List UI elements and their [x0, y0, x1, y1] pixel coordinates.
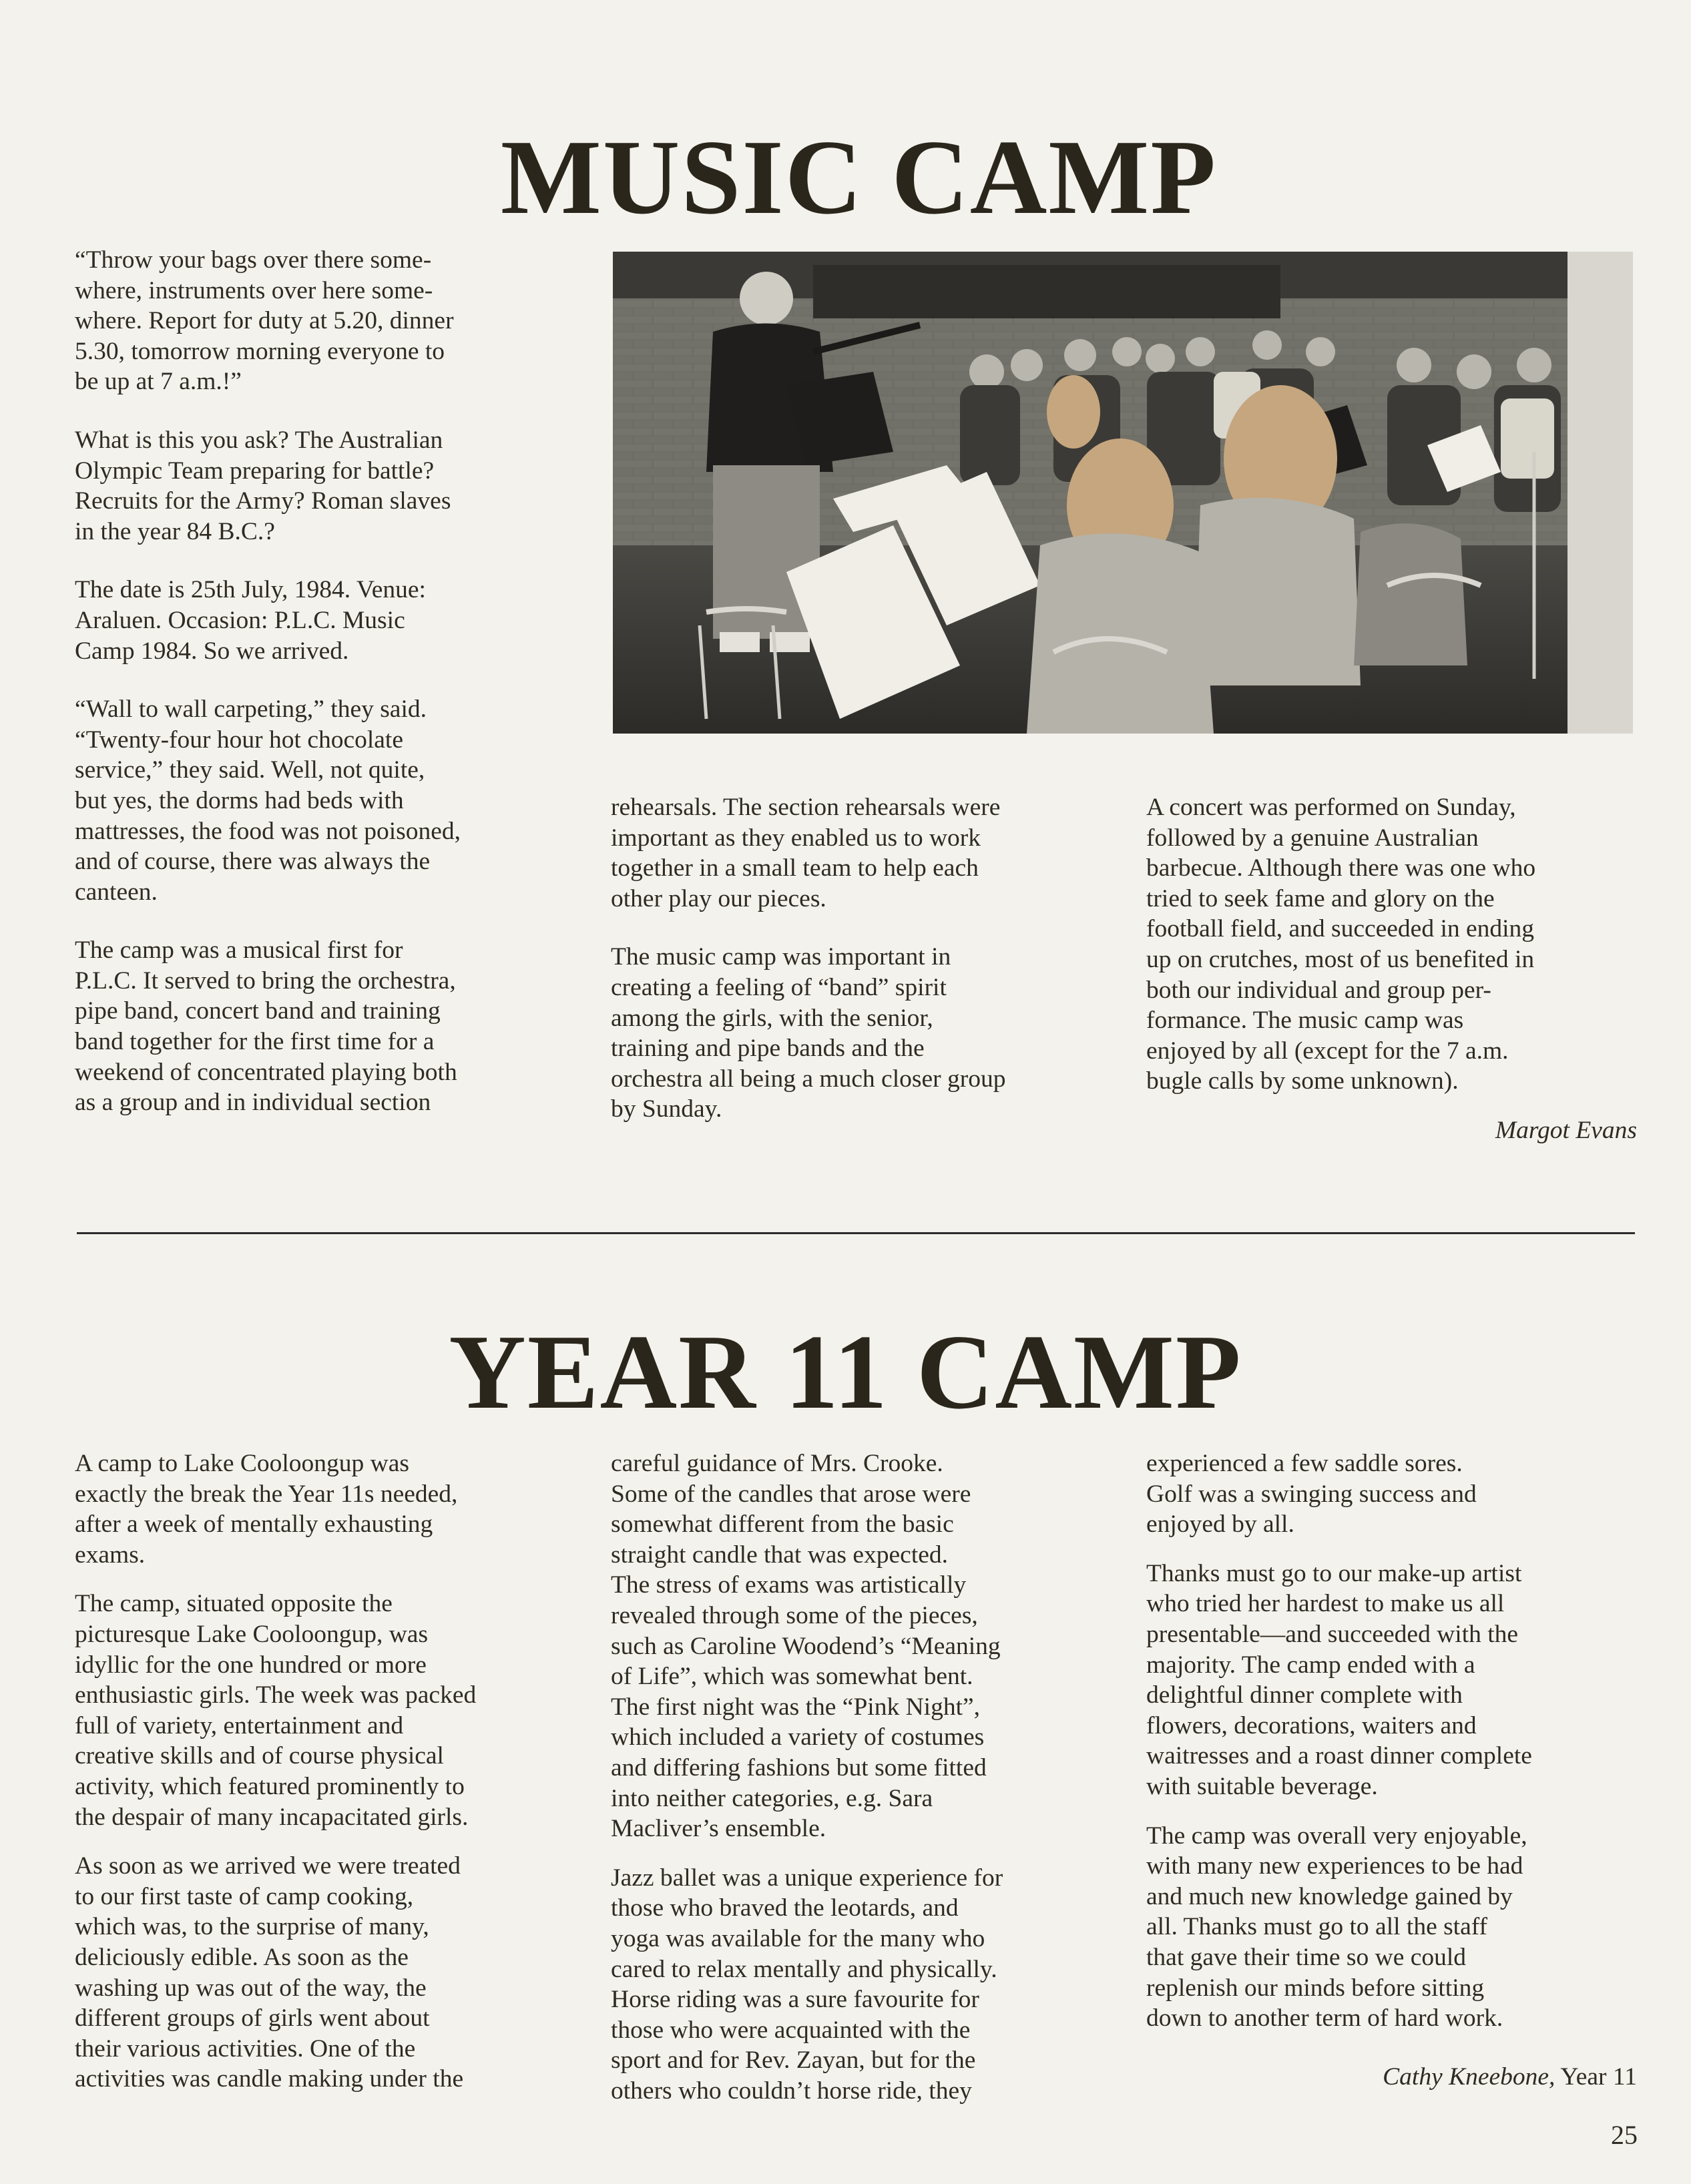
- paragraph: A concert was performed on Sunday, followed by a genuine Australian barbecue. Although there was one who tried to seek fame and glory on the football field, and succeeded in ending up on crutches, most of us benefited in both our individual and group per- formance. The music camp was enjoyed by all (except for the 7 a.m. bugle calls by some unknown).: [1146, 794, 1536, 1095]
- paragraph: “Throw your bags over there some- where, instruments over here some- where. Report for duty at 5.20, dinner 5.30, tomorrow morning everyone to be up at 7 a.m.!”: [75, 246, 454, 396]
- paragraph: rehearsals. The section rehearsals were important as they enabled us to work together in a small team to help each other play our pieces.: [611, 794, 1001, 912]
- paragraph: careful guidance of Mrs. Crooke. Some of the candles that arose were somewhat different from the basic straight candle that was expected. The stress of exams was artistically revealed through some of the pieces, such as Caroline Woodend’s “Meaning of Life”, which was somewhat bent. The first night was the “Pink Night”, which included a variety of costumes and differing fashions but some fitted into neither categories, e.g. Sara Macliver’s ensemble.: [611, 1450, 1001, 1843]
- year-11-column-2: [611, 1448, 1118, 2125]
- orchestra-rehearsal-photo: [613, 252, 1633, 734]
- paragraph: As soon as we arrived we were treated to our first taste of camp cooking, which was, to the surprise of many, deliciously edible. As soon as the washing up was out of the way, the different groups of girls went about their various activities. One of the activities was candle making under the: [75, 1852, 464, 2093]
- paragraph: The camp, situated opposite the picturesque Lake Cooloongup, was idyllic for the one hundred or more enthusiastic girls. The week was packed full of variety, entertainment and creative skills and of course physical activity, which featured prominently to the despair of many incapacitated girls.: [75, 1590, 477, 1831]
- paragraph: The date is 25th July, 1984. Venue: Araluen. Occasion: P.L.C. Music Camp 1984. So we arrived.: [75, 576, 426, 665]
- paragraph: “Wall to wall carpeting,” they said. “Twenty-four hour hot chocolate service,” they said. Well, not quite, but yes, the dorms had beds with mattresses, the food was not poisoned, and of course, there was always the canteen.: [75, 696, 461, 906]
- year-11-column-1: [75, 1448, 582, 2113]
- author-name: Cathy Kneebone,: [1383, 2063, 1555, 2091]
- year-11-camp-title: YEAR 11 CAMP: [449, 1312, 1242, 1431]
- paragraph: A camp to Lake Cooloongup was exactly the break the Year 11s needed, after a week of mentally exhausting exams.: [75, 1450, 458, 1569]
- music-camp-column-2: [611, 792, 1118, 1153]
- paragraph: experienced a few saddle sores. Golf was a swinging success and enjoyed by all.: [1146, 1450, 1477, 1539]
- year-11-column-3: [1146, 1448, 1637, 2120]
- author-signature: Margot Evans: [1495, 1116, 1637, 1144]
- paragraph: The music camp was important in creating a feeling of “band” spirit among the girls, with the senior, training and pipe bands and the orchestra all being a much closer group by Sunday.: [611, 943, 1006, 1123]
- author-year: Year 11: [1555, 2063, 1637, 2091]
- paragraph: Thanks must go to our make-up artist who tried her hardest to make us all presentable—and succeeded with the majority. The camp ended with a delightful dinner complete with flowers, decorations, waiters and waitresses and a roast dinner complete with suitable beverage.: [1146, 1559, 1532, 1800]
- paragraph: The camp was overall very enjoyable, with many new experiences to be had and much new knowledge gained by all. Thanks must go to all the staff that gave their time so we could replenish our minds before sitting down to another term of hard work.: [1146, 1822, 1527, 2032]
- music-camp-column-1: [75, 245, 582, 1146]
- paragraph: The camp was a musical first for P.L.C. It served to bring the orchestra, pipe band, concert band and training band together for the first time for a weekend of concentrated playing both as a group and in individual section: [75, 936, 457, 1117]
- page-number: 25: [1611, 2120, 1638, 2150]
- paragraph: Jazz ballet was a unique experience for those who braved the leotards, and yoga was available for the many who cared to relax mentally and physically. Horse riding was a sure favourite for those who were acquainted with the sport and for Rev. Zayan, but for the others who couldn’t horse ride, they: [611, 1864, 1003, 2105]
- section-divider: [77, 1232, 1635, 1234]
- author-signature: [1146, 2062, 1637, 2093]
- paragraph: What is this you ask? The Australian Olympic Team preparing for battle? Recruits for the Army? Roman slaves in the year 84 B.C.?: [75, 426, 451, 545]
- music-camp-title: MUSIC CAMP: [500, 117, 1218, 236]
- music-camp-column-3: [1146, 792, 1637, 1174]
